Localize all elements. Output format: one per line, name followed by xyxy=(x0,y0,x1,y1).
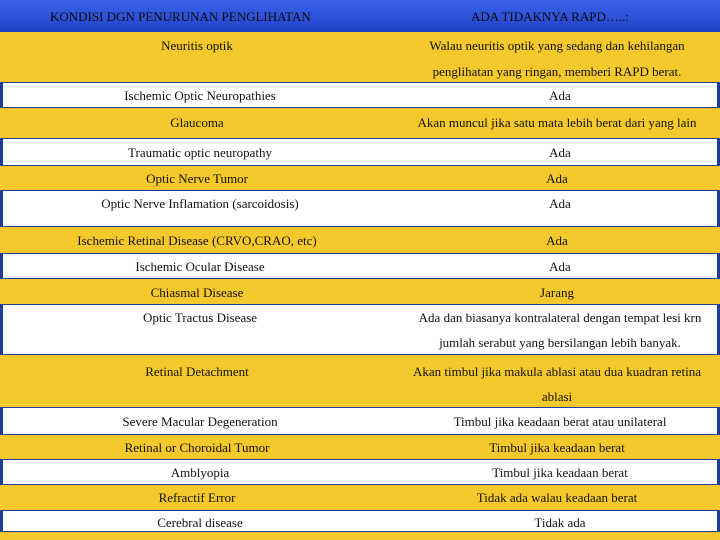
row-condition: Optic Tractus Disease xyxy=(142,310,258,325)
row-rapd: Ada xyxy=(549,259,571,274)
table-row xyxy=(0,279,720,305)
row-condition: Ischemic Optic Neuropathies xyxy=(124,88,276,103)
table-footer-band xyxy=(0,532,720,540)
row-rapd: Timbul jika keadaan berat atau unilateral xyxy=(453,414,667,429)
table-row xyxy=(0,460,720,485)
row-condition: Amblyopia xyxy=(170,465,230,480)
table-row xyxy=(0,355,720,408)
row-rapd: Timbul jika keadaan berat xyxy=(492,465,628,480)
row-rapd-line1: Walau neuritis optik yang sedang dan kehilangan xyxy=(429,38,685,53)
row-rapd-line2: penglihatan yang ringan, memberi RAPD berat. xyxy=(432,64,682,79)
header-rapd: ADA TIDAKNYA RAPD…..: xyxy=(471,9,629,24)
row-condition: Cerebral disease xyxy=(157,515,243,530)
row-rapd: Jarang xyxy=(540,285,574,300)
table-row xyxy=(0,305,720,355)
row-condition: Optic Nerve Inflamation (sarcoidosis) xyxy=(101,196,299,211)
row-rapd: Tidak ada walau keadaan berat xyxy=(476,490,638,505)
table-row xyxy=(0,227,720,254)
row-condition: Optic Nerve Tumor xyxy=(146,171,248,186)
table-row xyxy=(0,191,720,227)
table-header xyxy=(0,0,720,33)
header-condition: KONDISI DGN PENURUNAN PENGLIHATAN xyxy=(50,9,311,24)
row-rapd: Ada xyxy=(549,145,571,160)
row-rapd: Ada xyxy=(549,88,571,103)
table-row xyxy=(0,108,720,139)
table-row xyxy=(0,166,720,191)
row-rapd-line2: ablasi xyxy=(541,389,573,404)
row-condition: Refractif Error xyxy=(158,490,236,505)
row-rapd-line2: jumlah serabut yang bersilangan lebih banyak. xyxy=(439,335,681,350)
row-condition: Ischemic Retinal Disease (CRVO,CRAO, etc) xyxy=(77,233,317,248)
row-condition: Neuritis optik xyxy=(161,38,233,53)
table-row xyxy=(0,485,720,511)
row-rapd: Ada xyxy=(546,171,568,186)
row-condition: Chiasmal Disease xyxy=(150,285,244,300)
row-condition: Retinal Detachment xyxy=(145,364,249,379)
row-condition: Retinal or Choroidal Tumor xyxy=(124,440,270,455)
row-rapd: Ada xyxy=(546,233,568,248)
row-condition: Glaucoma xyxy=(170,115,224,130)
row-rapd: Akan muncul jika satu mata lebih berat dari yang lain xyxy=(417,115,697,130)
row-condition: Traumatic optic neuropathy xyxy=(128,145,272,160)
table-row xyxy=(0,139,720,166)
table-row xyxy=(0,254,720,279)
row-rapd: Timbul jika keadaan berat xyxy=(489,440,625,455)
row-rapd: Tidak ada xyxy=(534,515,586,530)
table-row xyxy=(0,511,720,532)
row-rapd-line1: Akan timbul jika makula ablasi atau dua kuadran retina xyxy=(412,364,702,379)
table-row xyxy=(0,83,720,108)
row-rapd-line1: Ada dan biasanya kontralateral dengan tempat lesi krn xyxy=(418,310,702,325)
table-row xyxy=(0,32,720,83)
table-row xyxy=(0,435,720,460)
table-row xyxy=(0,408,720,435)
row-condition: Ischemic Ocular Disease xyxy=(135,259,265,274)
row-rapd: Ada xyxy=(549,196,571,211)
row-condition: Severe Macular Degeneration xyxy=(122,414,278,429)
